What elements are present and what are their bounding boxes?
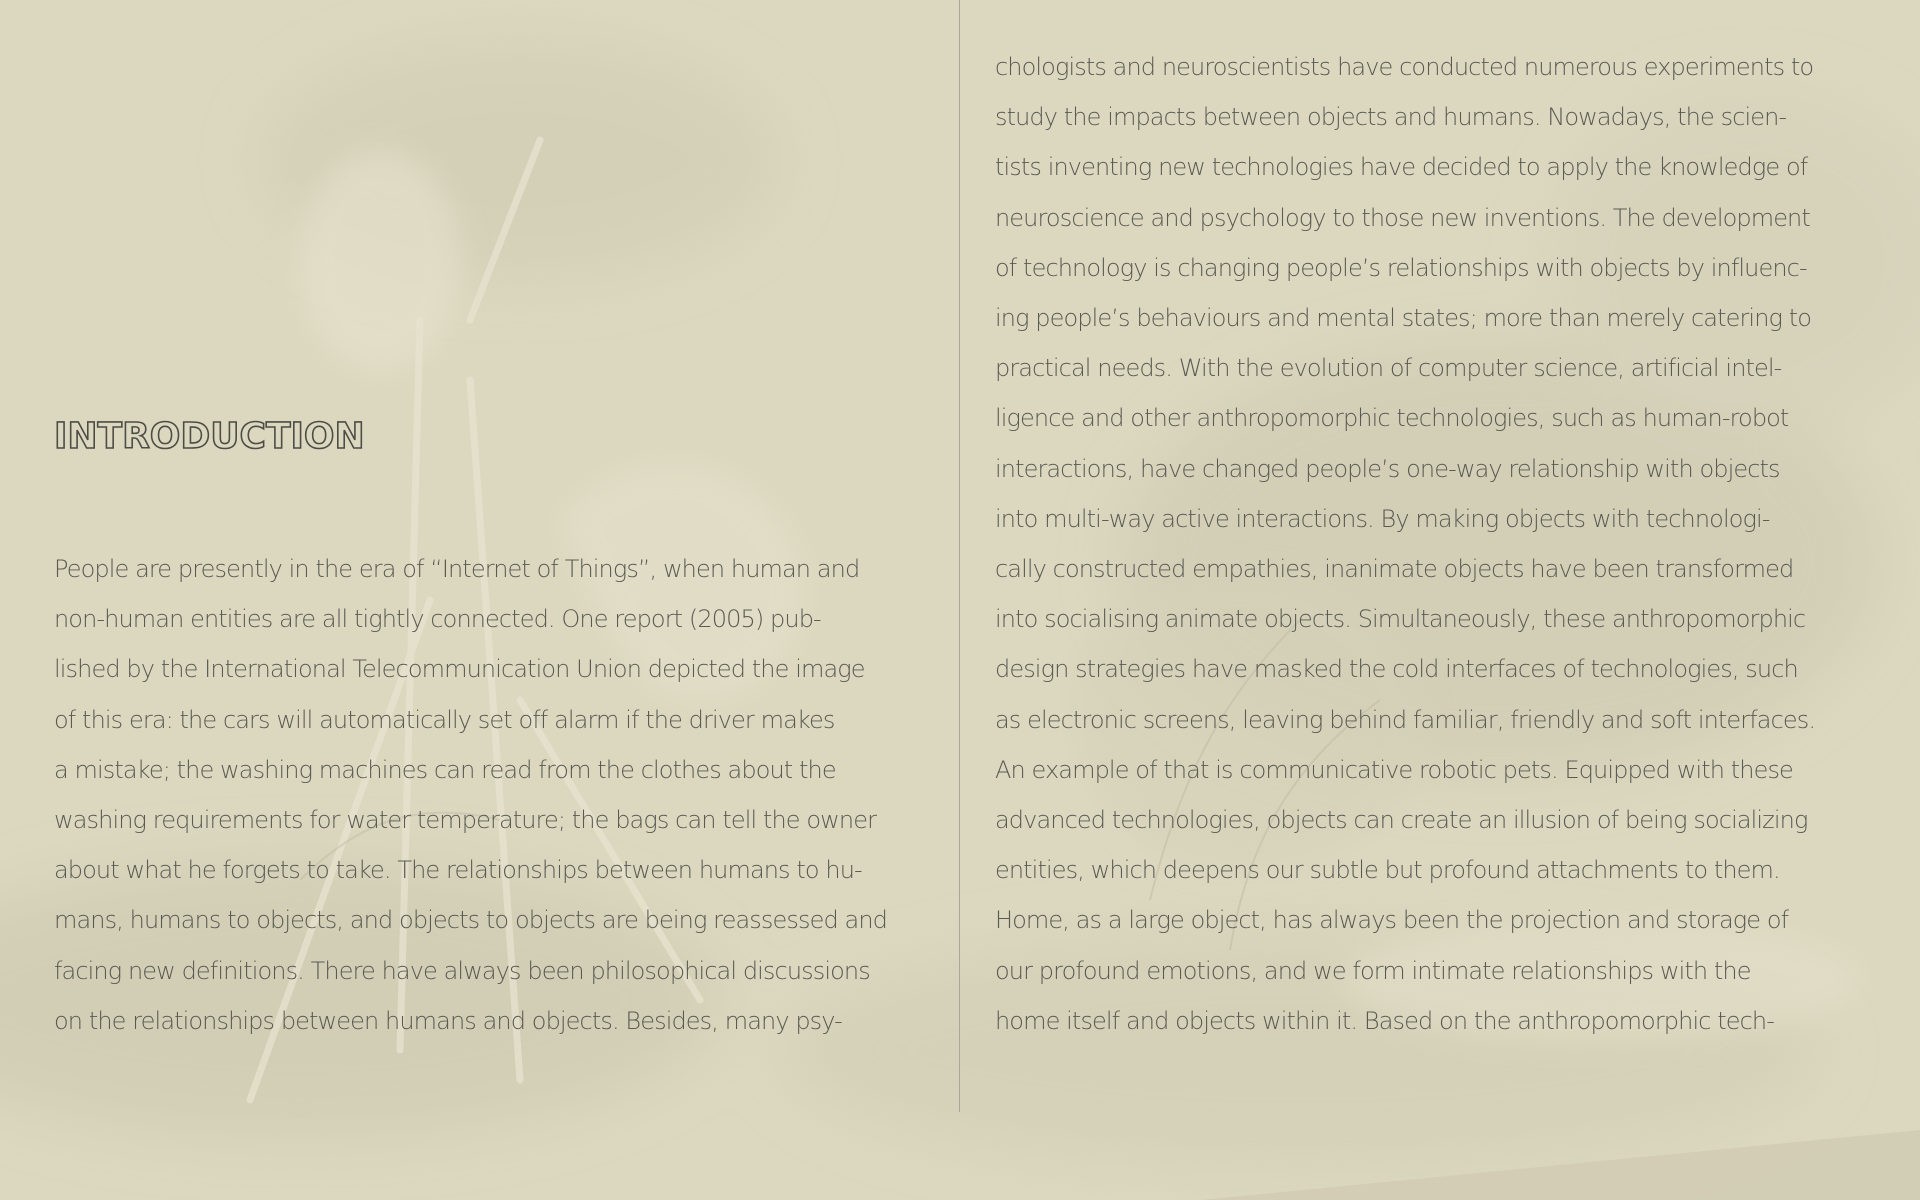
text-line: mans, humans to objects, and objects to objects are being reassessed and <box>54 906 887 935</box>
text-line: as electronic screens, leaving behind familiar, friendly and soft interfaces. <box>995 705 1816 734</box>
column-divider <box>959 0 960 1112</box>
text-line: cally constructed empathies, inanimate objects have been transformed <box>995 555 1794 584</box>
text-line: practical needs. With the evolution of computer science, artificial intel- <box>995 354 1782 383</box>
text-line: study the impacts between objects and humans. Nowadays, the scien- <box>995 103 1787 132</box>
text-line: facing new definitions. There have always been philosophical discussions <box>54 956 870 985</box>
text-line: Home, as a large object, has always been the projection and storage of <box>995 906 1789 935</box>
text-line: ligence and other anthropomorphic technologies, such as human-robot <box>995 404 1789 433</box>
text-line: our profound emotions, and we form intimate relationships with the <box>995 956 1751 985</box>
text-line: on the relationships between humans and objects. Besides, many psy- <box>54 1006 842 1035</box>
text-line: interactions, have changed people’s one-way relationship with objects <box>995 454 1780 483</box>
right-column-text <box>995 42 1875 1046</box>
text-line: into multi-way active interactions. By making objects with technologi- <box>995 504 1770 533</box>
text-line: about what he forgets to take. The relationships between humans to hu- <box>54 856 862 885</box>
text-line: An example of that is communicative robotic pets. Equipped with these <box>995 755 1793 784</box>
text-line: design strategies have masked the cold interfaces of technologies, such <box>995 655 1798 684</box>
text-line: into socialising animate objects. Simultaneously, these anthropomorphic <box>995 605 1806 634</box>
text-line: neuroscience and psychology to those new inventions. The development <box>995 203 1810 232</box>
text-line: lished by the International Telecommunication Union depicted the image <box>54 655 865 684</box>
text-line: ing people’s behaviours and mental states; more than merely catering to <box>995 304 1812 333</box>
text-line: entities, which deepens our subtle but profound attachments to them. <box>995 856 1780 885</box>
text-line: non-human entities are all tightly connected. One report (2005) pub- <box>54 605 821 634</box>
text-line: People are presently in the era of “Internet of Things”, when human and <box>54 555 860 583</box>
text-line: chologists and neuroscientists have conducted numerous experiments to <box>995 53 1814 81</box>
text-line: tists inventing new technologies have decided to apply the knowledge of <box>995 153 1808 182</box>
text-line: of this era: the cars will automatically set off alarm if the driver makes <box>54 705 835 734</box>
text-line: a mistake; the washing machines can read from the clothes about the <box>54 755 836 784</box>
section-heading: INTRODUCTION <box>54 416 365 457</box>
text-line: advanced technologies, objects can create an illusion of being socializing <box>995 806 1808 835</box>
text-line: of technology is changing people’s relationships with objects by influenc- <box>995 253 1807 282</box>
text-line: washing requirements for water temperature; the bags can tell the owner <box>54 806 877 835</box>
text-line: home itself and objects within it. Based on the anthropomorphic tech- <box>995 1006 1774 1035</box>
left-column-text <box>54 544 934 1046</box>
